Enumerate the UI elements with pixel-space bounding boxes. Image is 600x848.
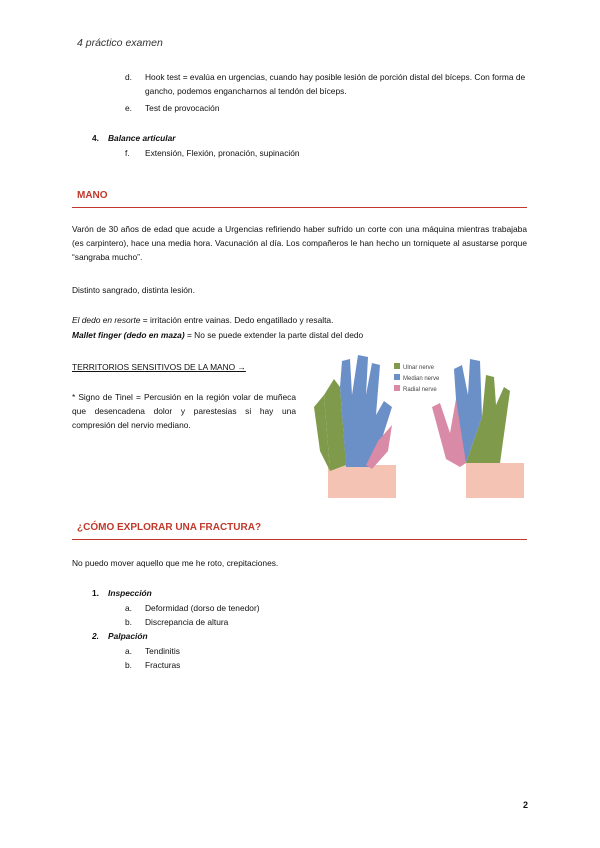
running-header: 4 práctico examen [77, 37, 163, 49]
section-rule-fractura [72, 539, 527, 540]
palpacion-marker-b: b. [125, 660, 132, 670]
right-hand [432, 359, 524, 498]
tinel-paragraph: * Signo de Tinel = Percusión en la región volar de muñeca que desencadena dolor y parestesias si hay una compresión del nervio mediano. [72, 392, 296, 430]
inspeccion-title: Inspección [108, 588, 152, 598]
list-marker-4: 4. [92, 133, 99, 143]
legend-label-ulnar: Ulnar nerve [403, 365, 435, 371]
palpacion-marker-a: a. [125, 646, 132, 656]
legend-swatch-ulnar [394, 363, 400, 369]
hand-sensory-figure [300, 355, 528, 500]
legend-label-median: Median nerve [403, 376, 440, 382]
palpacion-title: Palpación [108, 631, 148, 641]
balance-item: Extensión, Flexión, pronación, supinación [145, 148, 300, 158]
list-marker-d: d. [125, 72, 132, 82]
inspeccion-marker-a: a. [125, 603, 132, 613]
section-title-mano: MANO [77, 190, 108, 201]
section-rule [72, 207, 527, 208]
mallet-term: Mallet finger (dedo en maza) [72, 330, 185, 340]
mallet-def: = No se puede extender la parte distal del dedo [184, 330, 364, 340]
legend-swatch-median [394, 374, 400, 380]
list-marker-f: f. [125, 148, 130, 158]
section-title-fractura: ¿CÓMO EXPLORAR UNA FRACTURA? [77, 522, 262, 533]
dedo-resorte-term: El dedo en resorte [72, 315, 141, 325]
legend-swatch-radial [394, 385, 400, 391]
fractura-paragraph: No puedo mover aquello que me he roto, crepitaciones. [72, 558, 279, 568]
palpacion-item-fracturas: Fracturas [145, 660, 181, 670]
left-hand [314, 355, 396, 498]
balance-title: Balance articular [108, 133, 176, 143]
inspeccion-marker-b: b. [125, 617, 132, 627]
list-marker-2: 2. [92, 631, 99, 641]
palpacion-item-tendinitis: Tendinitis [145, 646, 180, 656]
dedo-resorte-line [72, 313, 333, 327]
list-marker-e: e. [125, 103, 132, 113]
list-item-test-provocacion: Test de provocación [145, 103, 220, 113]
left-wrist-skin [328, 465, 396, 498]
inspeccion-item-discrepancia: Discrepancia de altura [145, 617, 229, 627]
legend [394, 363, 440, 393]
case-paragraph: Varón de 30 años de edad que acude a Urgencias refiriendo haber sufrido un corte con una máquina mientras trabajaba (es carpintero), hace una media hora. Vacunación al día. Los compañeros le han hecho un torniquete al asustarse porque “sangraba mucho”. [72, 224, 527, 262]
mallet-line [72, 328, 363, 342]
list-item-hook-test: Hook test = evalúa en urgencias, cuando hay posible lesión de porción distal del bíceps. Con forma de gancho, podemos engancharnos al tendón del bíceps. [145, 72, 526, 96]
distinto-sangrado: Distinto sangrado, distinta lesión. [72, 285, 195, 295]
dedo-resorte-def: = irritación entre vainas. Dedo engatillado y resalta. [140, 315, 334, 325]
right-wrist-skin [466, 463, 524, 498]
page-number: 2 [522, 800, 528, 810]
legend-label-radial: Radial nerve [403, 387, 437, 393]
list-marker-1: 1. [92, 588, 99, 598]
inspeccion-item-deformidad: Deformidad (dorso de tenedor) [145, 603, 260, 613]
territorios-title: TERRITORIOS SENSITIVOS DE LA MANO → [72, 362, 246, 372]
